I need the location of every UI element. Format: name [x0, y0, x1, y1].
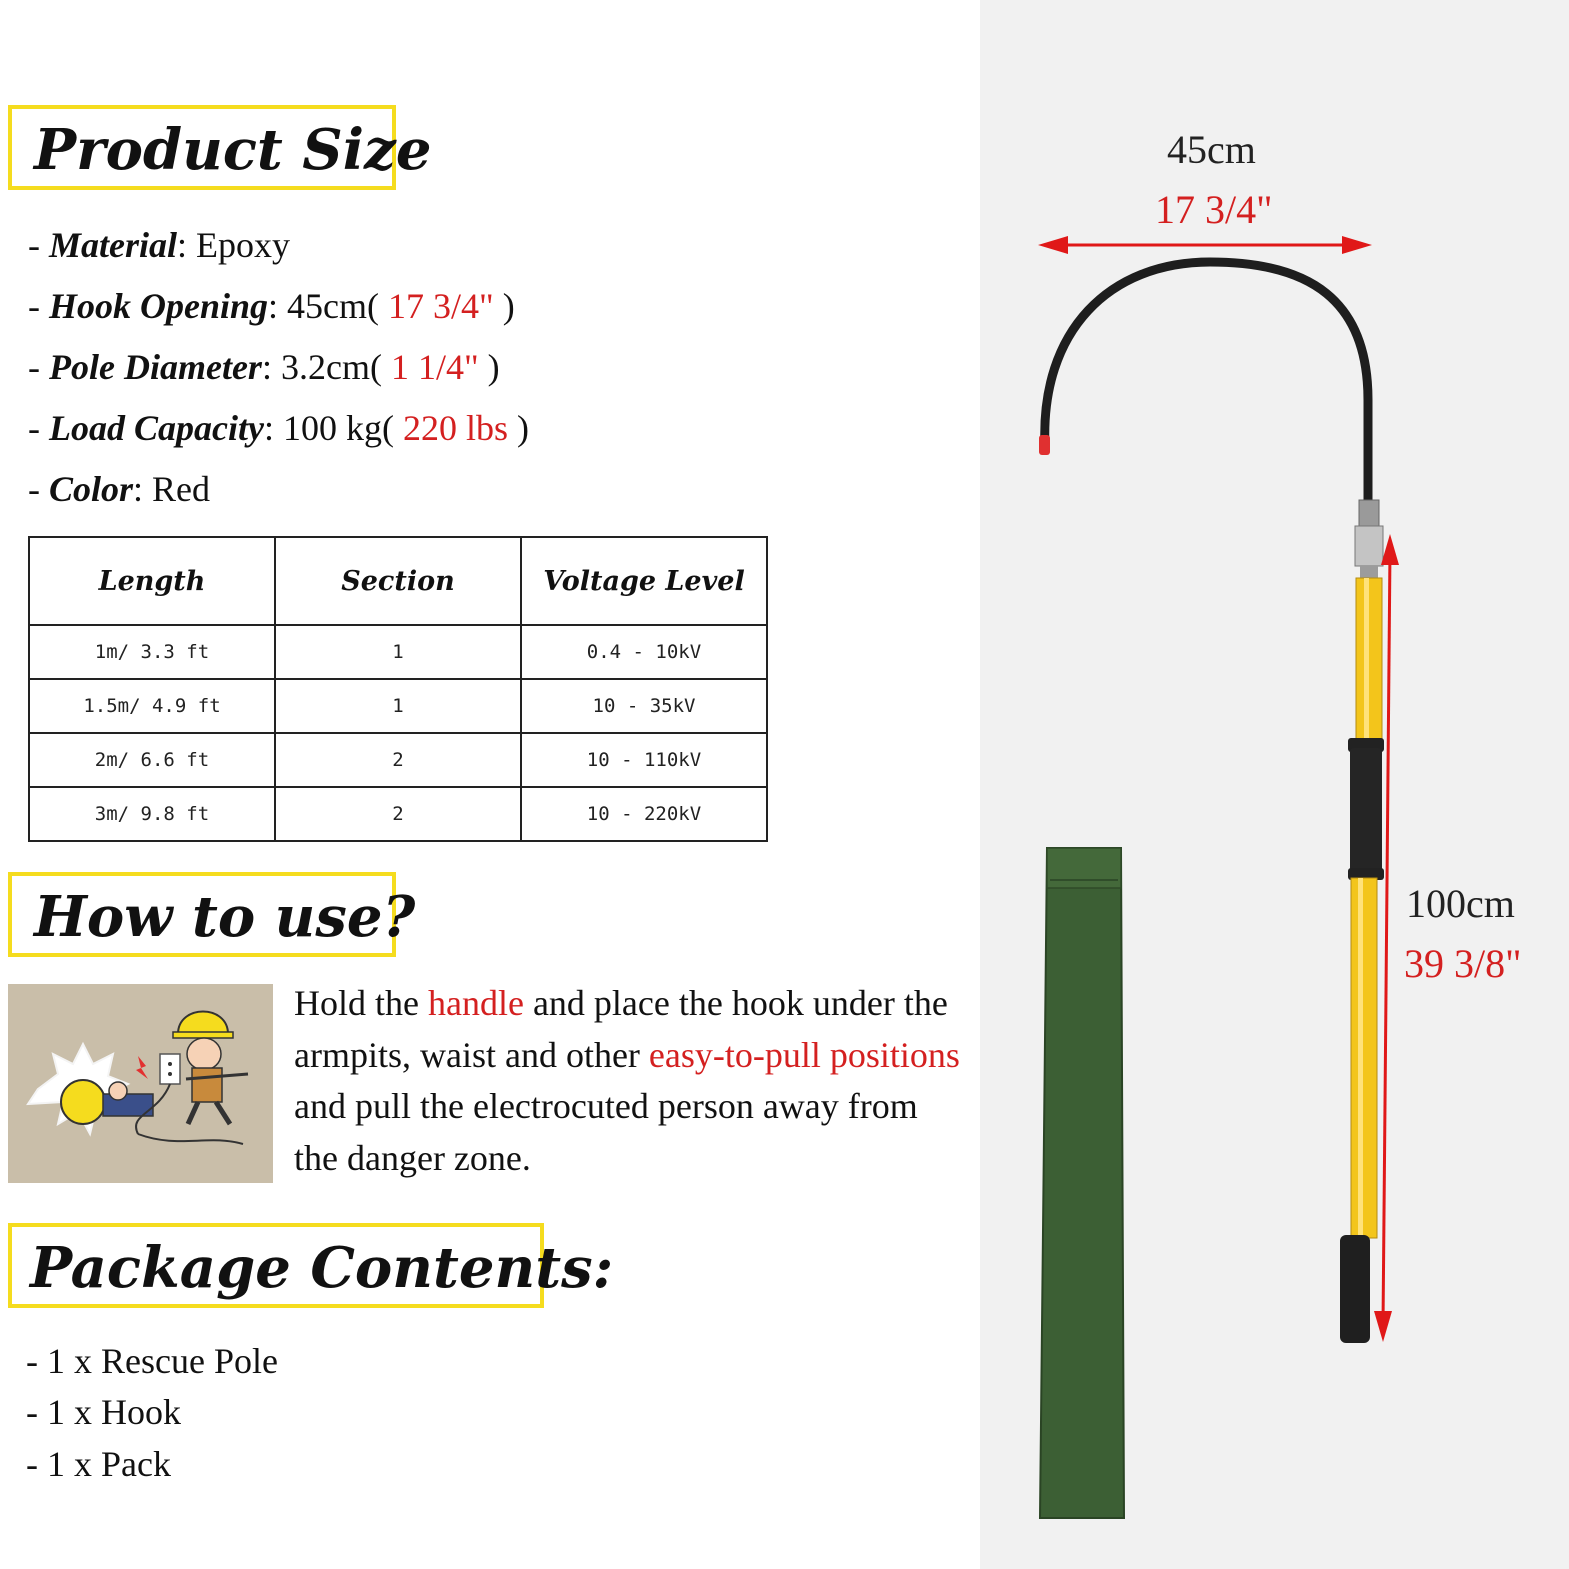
pole-length-in: 39 3/8": [1404, 941, 1522, 986]
spec-label: Hook Opening: [49, 286, 269, 326]
spec-label: Load Capacity: [49, 408, 264, 448]
table-row: [29, 733, 767, 787]
cell-voltage: 10 - 35kV: [521, 679, 767, 733]
spec-value-imperial: 17 3/4": [388, 286, 494, 326]
spec-pole-diameter: - Pole Diameter: 3.2cm( 1 1/4" ): [28, 347, 500, 387]
package-item: - 1 x Pack: [26, 1444, 171, 1484]
package-item: - 1 x Hook: [26, 1392, 181, 1432]
spec-tail: ): [487, 347, 500, 387]
table-row: [29, 625, 767, 679]
header-section: Section: [275, 537, 521, 625]
spec-value: 45cm(: [287, 286, 380, 326]
cell-voltage: 10 - 110kV: [521, 733, 767, 787]
spec-tail: ): [502, 286, 515, 326]
spec-value: Epoxy: [196, 225, 291, 265]
text-part: and place the hook under the armpits, waist and other: [294, 983, 948, 1075]
spec-label: Pole Diameter: [49, 347, 262, 387]
table-header-row: [29, 537, 767, 625]
pole-length-cm: 100cm: [1406, 881, 1515, 926]
hook-curve: [1045, 262, 1368, 505]
storage-pouch: [1040, 848, 1124, 1518]
spec-value: Red: [152, 469, 211, 509]
package-item: - 1 x Rescue Pole: [26, 1341, 278, 1381]
hook-width-cm: 45cm: [1167, 127, 1256, 172]
rescue-pole-drawing: [980, 0, 1569, 1569]
spec-value-imperial: 1 1/4": [390, 347, 479, 387]
spec-label: Color: [49, 469, 134, 509]
text-part-highlight: handle: [427, 983, 524, 1023]
cell-section: 2: [275, 787, 521, 841]
package-contents-heading-box: [8, 1223, 614, 1308]
cell-section: 1: [275, 625, 521, 679]
cell-voltage: 10 - 220kV: [521, 787, 767, 841]
hook-red-tip: [1039, 435, 1050, 455]
spec-color: - Color: Red: [28, 469, 211, 509]
electrocution-cartoon-icon: [8, 984, 273, 1183]
cell-voltage: 0.4 - 10kV: [521, 625, 767, 679]
how-to-use-heading-box: [8, 872, 416, 957]
spec-value: 3.2cm(: [280, 347, 382, 387]
text-part: Hold the: [294, 983, 428, 1023]
package-contents-heading: Package Contents:: [30, 1235, 614, 1301]
spec-value-imperial: 220 lbs: [402, 408, 508, 448]
cell-section: 2: [275, 733, 521, 787]
how-to-use-heading: How to use?: [34, 884, 416, 950]
table-row: [29, 679, 767, 733]
spec-label: Material: [49, 225, 178, 265]
hook-width-arrow: [1038, 236, 1372, 254]
product-size-heading-box: [8, 105, 432, 190]
cell-length: 2m/ 6.6 ft: [29, 733, 275, 787]
header-length: Length: [29, 537, 275, 625]
spec-value: 100 kg(: [282, 408, 394, 448]
product-size-heading: Product Size: [34, 117, 432, 183]
cell-length: 3m/ 9.8 ft: [29, 787, 275, 841]
text-part-highlight: easy-to-pull positions: [648, 1034, 960, 1075]
spec-tail: ): [517, 408, 529, 448]
rescue-illustration: [8, 984, 273, 1183]
text-part: and pull the electrocuted person away from the danger zone.: [294, 1086, 918, 1178]
spec-hook-opening: - Hook Opening: 45cm( 17 3/4" ): [28, 286, 515, 326]
cell-section: 1: [275, 679, 521, 733]
cell-length: 1m/ 3.3 ft: [29, 625, 275, 679]
spec-material: - Material: Epoxy: [28, 225, 291, 265]
length-voltage-table: [28, 536, 768, 842]
hook-width-in: 17 3/4": [1155, 187, 1273, 232]
table-row: [29, 787, 767, 841]
cell-length: 1.5m/ 4.9 ft: [29, 679, 275, 733]
spec-load-capacity: - Load Capacity: 100 kg( 220 lbs ): [28, 408, 529, 448]
how-to-use-description: [294, 978, 964, 1184]
header-voltage-level: Voltage Level: [521, 537, 767, 625]
